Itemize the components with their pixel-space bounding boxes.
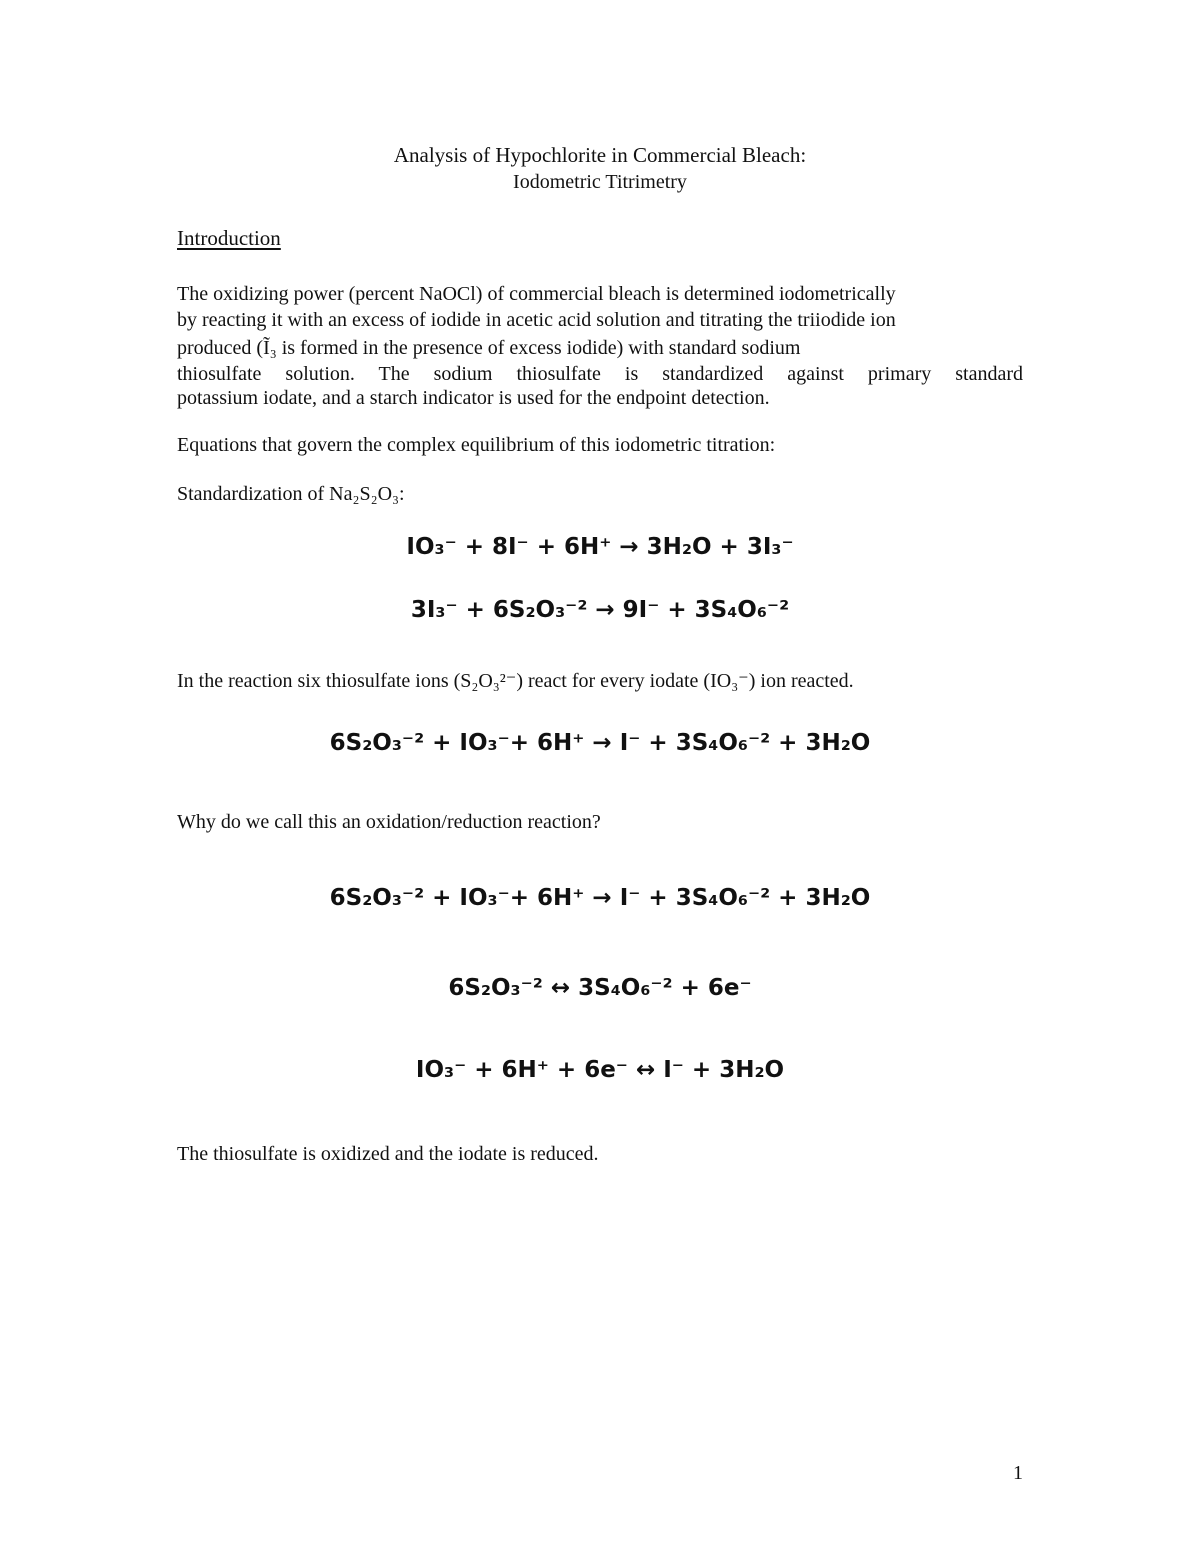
equation-4: 6S₂O₃⁻² + IO₃⁻+ 6H⁺ → I⁻ + 3S₄O₆⁻² + 3H₂O [329, 885, 871, 911]
equation-2: 3I₃⁻ + 6S₂O₃⁻² → 9I⁻ + 3S₄O₆⁻² [410, 597, 790, 623]
conclusion: The thiosulfate is oxidized and the iodate is reduced. [177, 1143, 599, 1165]
intro-line: potassium iodate, and a starch indicator is used for the endpoint detection. [177, 387, 770, 409]
equation-1: IO₃⁻ + 8I⁻ + 6H⁺ → 3H₂O + 3I₃⁻ [406, 534, 794, 560]
intro-line: produced (Ĩ₃ is formed in the presence of excess iodide) with standard sodium [177, 337, 801, 359]
section-heading: Introduction [177, 226, 281, 250]
redox-question: Why do we call this an oxidation/reduction reaction? [177, 811, 601, 833]
equation-3: 6S₂O₃⁻² + IO₃⁻+ 6H⁺ → I⁻ + 3S₄O₆⁻² + 3H₂O [329, 730, 871, 756]
intro-line: by reacting it with an excess of iodide in acetic acid solution and titrating the triiodide ion [177, 309, 896, 331]
document-title: Analysis of Hypochlorite in Commercial Bleach: [393, 143, 807, 167]
intro-line: The oxidizing power (percent NaOCl) of commercial bleach is determined iodometrically [177, 283, 896, 305]
page-number: 1 [1013, 1462, 1023, 1484]
document-subtitle: Iodometric Titrimetry [513, 171, 687, 193]
equation-6: IO₃⁻ + 6H⁺ + 6e⁻ ↔ I⁻ + 3H₂O [415, 1057, 785, 1083]
equations-intro: Equations that govern the complex equilibrium of this iodometric titration: [177, 434, 776, 456]
intro-paragraph [177, 281, 1023, 411]
ratio-sentence: In the reaction six thiosulfate ions (S₂O₃²⁻) react for every iodate (IO₃⁻) ion reacted. [177, 670, 854, 692]
intro-line: thiosulfate solution. The sodium thiosulfate is standardized against primary standard [177, 363, 1023, 385]
standardization-label: Standardization of Na₂S₂O₃: [177, 483, 405, 505]
equation-5: 6S₂O₃⁻² ↔ 3S₄O₆⁻² + 6e⁻ [448, 975, 752, 1001]
